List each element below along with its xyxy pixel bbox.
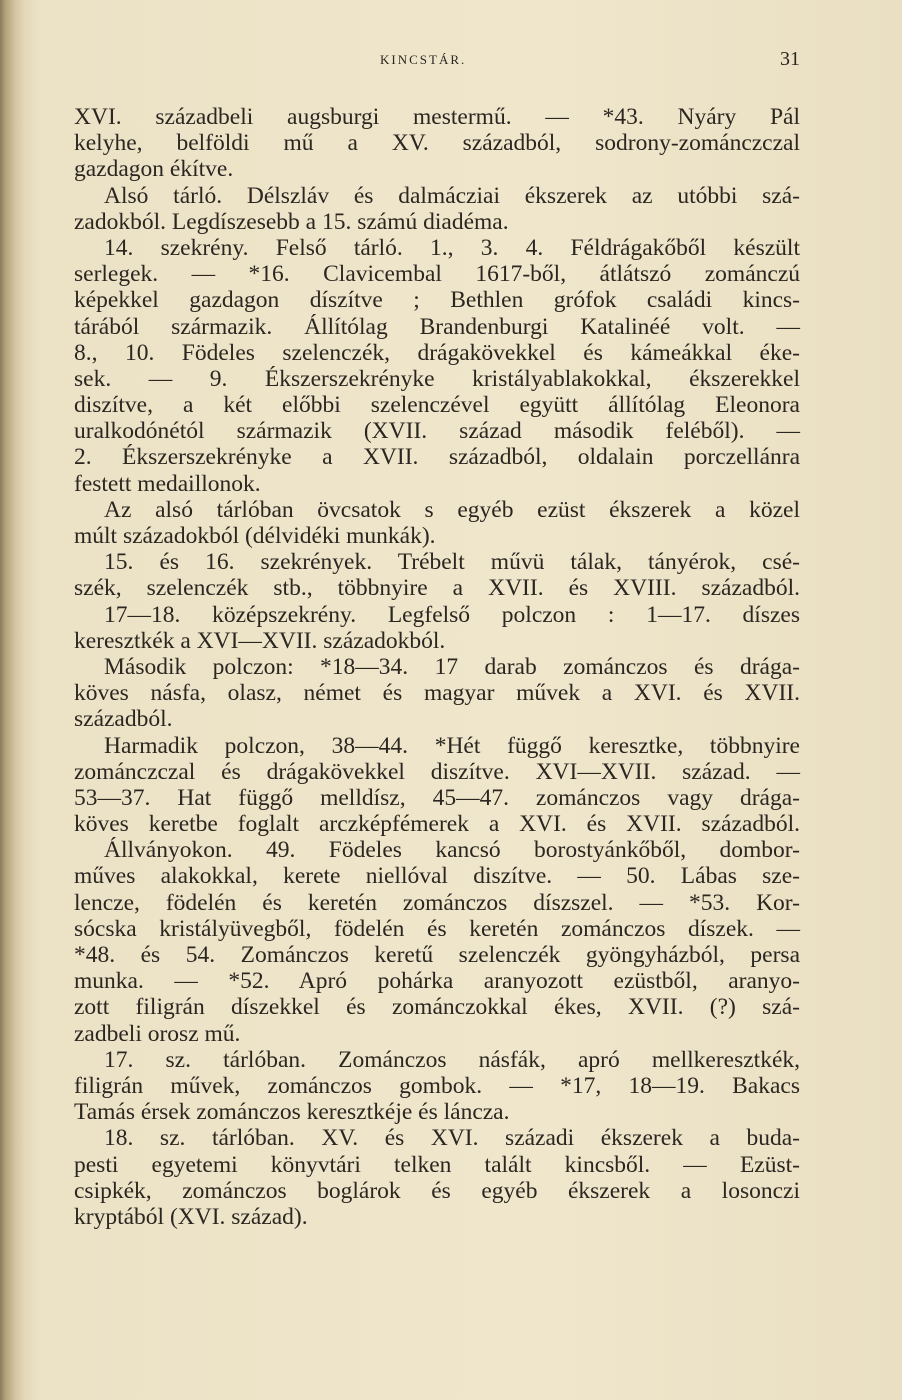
text-line: szék, szelenczék stb., többnyire a XVII. és XVIII. századból. — [74, 575, 800, 602]
text-line: 14. szekrény. Felső tárló. 1., 3. 4. Féldrágakőből készült — [104, 234, 800, 261]
text-line: pesti egyetemi könyvtári telken talált kincsből. — Ezüst- — [74, 1151, 800, 1178]
text-line: keresztkék a XVI—XVII. századokból. — [74, 627, 446, 654]
text-line: gazdagon ékítve. — [74, 156, 234, 183]
text-line: sócska kristályüvegből, födelén és keretén zománczos díszek. — — [74, 915, 800, 942]
text-line: zott filigrán díszekkel és zománczokkal ékes, XVII. (?) szá- — [74, 994, 800, 1021]
text-line: Állványokon. 49. Födeles kancsó borostyánkőből, dombor- — [104, 837, 800, 864]
text-line: kryptából (XVI. század). — [74, 1203, 308, 1230]
text-line: kelyhe, belföldi mű a XV. századból, sodrony-zománczczal — [74, 130, 800, 157]
text-line: köves keretbe foglalt arczképfémerek a XVI. és XVII. századból. — [74, 811, 800, 838]
text-line: 18. sz. tárlóban. XV. és XVI. századi ékszerek a buda- — [104, 1125, 800, 1152]
text-line: 2. Ékszerszekrényke a XVII. századból, oldalain porczellánra — [74, 444, 800, 471]
text-line: XVI. századbeli augsburgi mestermű. — *43. Nyáry Pál — [74, 104, 800, 130]
text-line: 8., 10. Födeles szelenczék, drágakövekkel és kámeákkal éke- — [74, 339, 800, 366]
body-text — [74, 104, 800, 1230]
text-line: csipkék, zománczos boglárok és egyéb ékszerek a losonczi — [74, 1177, 800, 1204]
text-line: 17. sz. tárlóban. Zománczos násfák, apró mellkeresztkék, — [104, 1046, 800, 1073]
text-line: 17—18. középszekrény. Legfelső polczon : 1—17. díszes — [104, 601, 800, 628]
text-line: 15. és 16. szekrények. Trébelt művü tálak, tányérok, csé- — [104, 549, 800, 576]
text-line: zadokból. Legdíszesebb a 15. számú diadéma. — [74, 208, 509, 235]
text-line: Tamás érsek zománczos keresztkéje és láncza. — [74, 1099, 510, 1126]
text-line: zománczczal és drágakövekkel diszítve. XVI—XVII. század. — — [74, 758, 800, 785]
text-line: 53—37. Hat függő melldísz, 45—47. zománczos vagy drága- — [74, 784, 800, 811]
text-line: uralkodónétól származik (XVII. század második feléből). — — [74, 418, 800, 445]
text-line: Alsó tárló. Délszláv és dalmácziai ékszerek az utóbbi szá- — [104, 182, 800, 209]
text-line: századból. — [74, 706, 173, 733]
text-line: Az alsó tárlóban övcsatok s egyéb ezüst ékszerek a közel — [104, 496, 800, 523]
text-line: tárából származik. Állítólag Brandenburgi Katalinéé volt. — — [74, 313, 800, 340]
text-line: festett medaillonok. — [74, 470, 261, 497]
text-line: munka. — *52. Apró pohárka aranyozott ezüstből, aranyo- — [74, 968, 800, 995]
text-line: Harmadik polczon, 38—44. *Hét függő keresztke, többnyire — [104, 732, 800, 759]
text-line: Második polczon: *18—34. 17 darab zománczos és drága- — [104, 653, 800, 680]
text-line: zadbeli orosz mű. — [74, 1020, 241, 1047]
text-line: műves alakokkal, kerete niellóval diszítve. — 50. Lábas sze- — [74, 863, 800, 890]
text-line: képekkel gazdagon díszítve ; Bethlen grófok családi kincs- — [74, 287, 800, 314]
page-header — [0, 48, 902, 78]
text-line: sek. — 9. Ékszerszekrényke kristályablakokkal, ékszerekkel — [74, 365, 800, 392]
text-line: filigrán művek, zománczos gombok. — *17, 18—19. Bakacs — [74, 1072, 800, 1099]
text-line: lencze, födelén és keretén zománczos díszszel. — *53. Kor- — [74, 889, 800, 916]
text-line: diszítve, a két előbbi szelenczével együtt állítólag Eleonora — [74, 392, 800, 419]
running-title: KINCSTÁR. — [380, 52, 467, 67]
text-line: köves násfa, olasz, német és magyar művek a XVI. és XVII. — [74, 680, 800, 707]
page-binding-edge — [0, 0, 24, 1400]
text-line: *48. és 54. Zománczos keretű szelenczék gyöngyházból, persa — [74, 942, 800, 968]
text-line: serlegek. — *16. Clavicembal 1617-ből, átlátszó zománczú — [74, 261, 800, 288]
text-line: múlt századokból (délvidéki munkák). — [74, 523, 436, 549]
page-number: 31 — [780, 48, 800, 70]
